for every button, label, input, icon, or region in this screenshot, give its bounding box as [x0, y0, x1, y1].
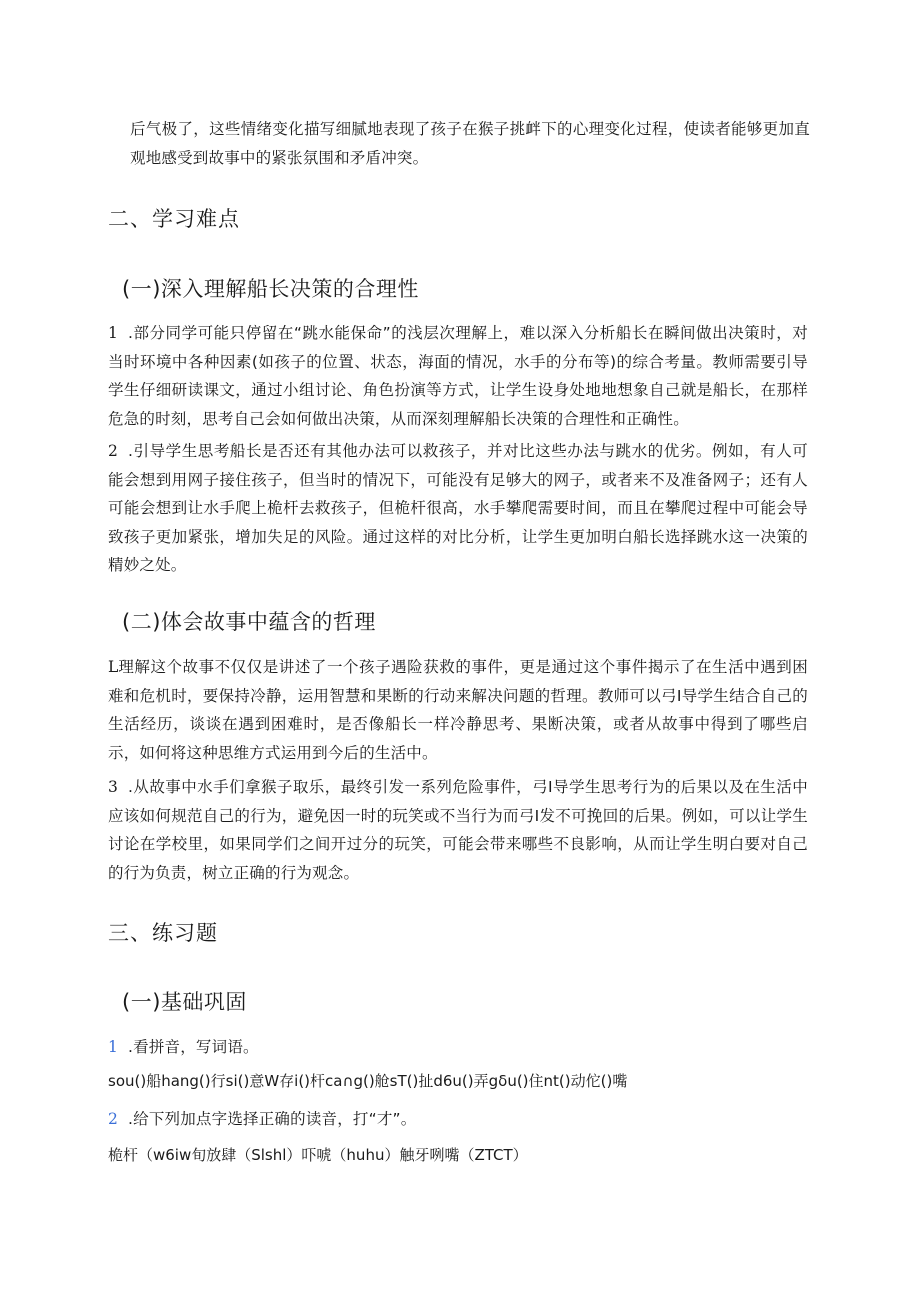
question-number: 1 — [108, 1038, 119, 1056]
question-2 — [108, 1107, 417, 1131]
list-item — [108, 773, 808, 887]
subheading-story-philosophy: (二)体会故事中蕴含的哲理 — [122, 610, 376, 634]
intro-paragraph: 后气极了，这些情绪变化描写细腻地表现了孩子在猴子挑衅下的心理变化过程，使读者能够更加直观地感受到故事中的紧张氛围和矛盾冲突。 — [130, 120, 810, 167]
item-text: .从故事中水手们拿猴子取乐，最终引发一系列危险事件，弓I导学生思考行为的后果以及在生活中应该如何规范自己的行为，避免因一时的玩笑或不当行为而弓I发不可挽回的后果。例如，可以让学生讨论在学校里，如果同学们之间开过分的玩笑，可能会带来哪些不良影响，从而让学生明白要对自己的行为负责，树立正确的行为观念。 — [108, 778, 808, 882]
question-1 — [108, 1035, 259, 1059]
list-item — [108, 319, 808, 433]
question-text: .看拼音，写词语。 — [128, 1038, 259, 1056]
section-heading-learning-difficulties: 二、学习难点 — [108, 207, 240, 231]
section-heading-exercises: 三、练习题 — [108, 921, 218, 945]
question-text: .给下列加点字选择正确的读音，打“才”。 — [128, 1110, 417, 1128]
list-item — [108, 653, 808, 767]
item-text: .引导学生思考船长是否还有其他办法可以救孩子，并对比这些办法与跳水的优劣。例如，有人可能会想到用网子接住孩子，但当时的情况下，可能没有足够大的网子，或者来不及准备网子；还有人可能会想到让水手爬上桅杆去救孩子，但桅杆很高，水手攀爬需要时间，而且在攀爬过程中可能会导致孩子更加紧张，增加失足的风险。通过这样的对比分析，让学生更加明白船长选择跳水这一决策的精妙之处。 — [108, 442, 808, 575]
item-number: 2 — [108, 442, 119, 460]
pinyin-exercise-line: sou()船hang()行si()意W存i()杆ca∩g()舱sT()扯d6u()弄gδu()住nt()动佗()嘴 — [108, 1072, 628, 1090]
item-number: L — [108, 658, 119, 676]
item-number: 1 — [108, 324, 119, 342]
item-text: .部分同学可能只停留在“跳水能保命”的浅层次理解上，难以深入分析船长在瞬间做出决策时，对当时环境中各种因素(如孩子的位置、状态，海面的情况，水手的分布等)的综合考量。教师需要引导学生仔细研读课文，通过小组讨论、角色扮演等方式，让学生设身处地地想象自己就是船长，在那样危急的时刻，思考自己会如何做出决策，从而深刻理解船长决策的合理性和正确性。 — [108, 324, 808, 428]
item-text: 理解这个故事不仅仅是讲述了一个孩子遇险获救的事件，更是通过这个事件揭示了在生活中遇到困难和危机时，要保持冷静，运用智慧和果断的行动来解决问题的哲理。教师可以弓I导学生结合自己的生活经历，谈谈在遇到困难时，是否像船长一样冷静思考、果断决策，或者从故事中得到了哪些启示，如何将这种思维方式运用到今后的生活中。 — [108, 658, 808, 762]
item-number: 3 — [108, 778, 119, 796]
subheading-basic-consolidation: (一)基础巩固 — [122, 990, 247, 1014]
subheading-captain-decision: (一)深入理解船长决策的合理性 — [122, 277, 419, 301]
question-number: 2 — [108, 1110, 119, 1128]
pronunciation-exercise-line: 桅杆（w6iw旬放肆（Slshl）吓唬（huhu）触牙咧嘴（ZTCT） — [108, 1146, 528, 1164]
list-item — [108, 437, 808, 580]
